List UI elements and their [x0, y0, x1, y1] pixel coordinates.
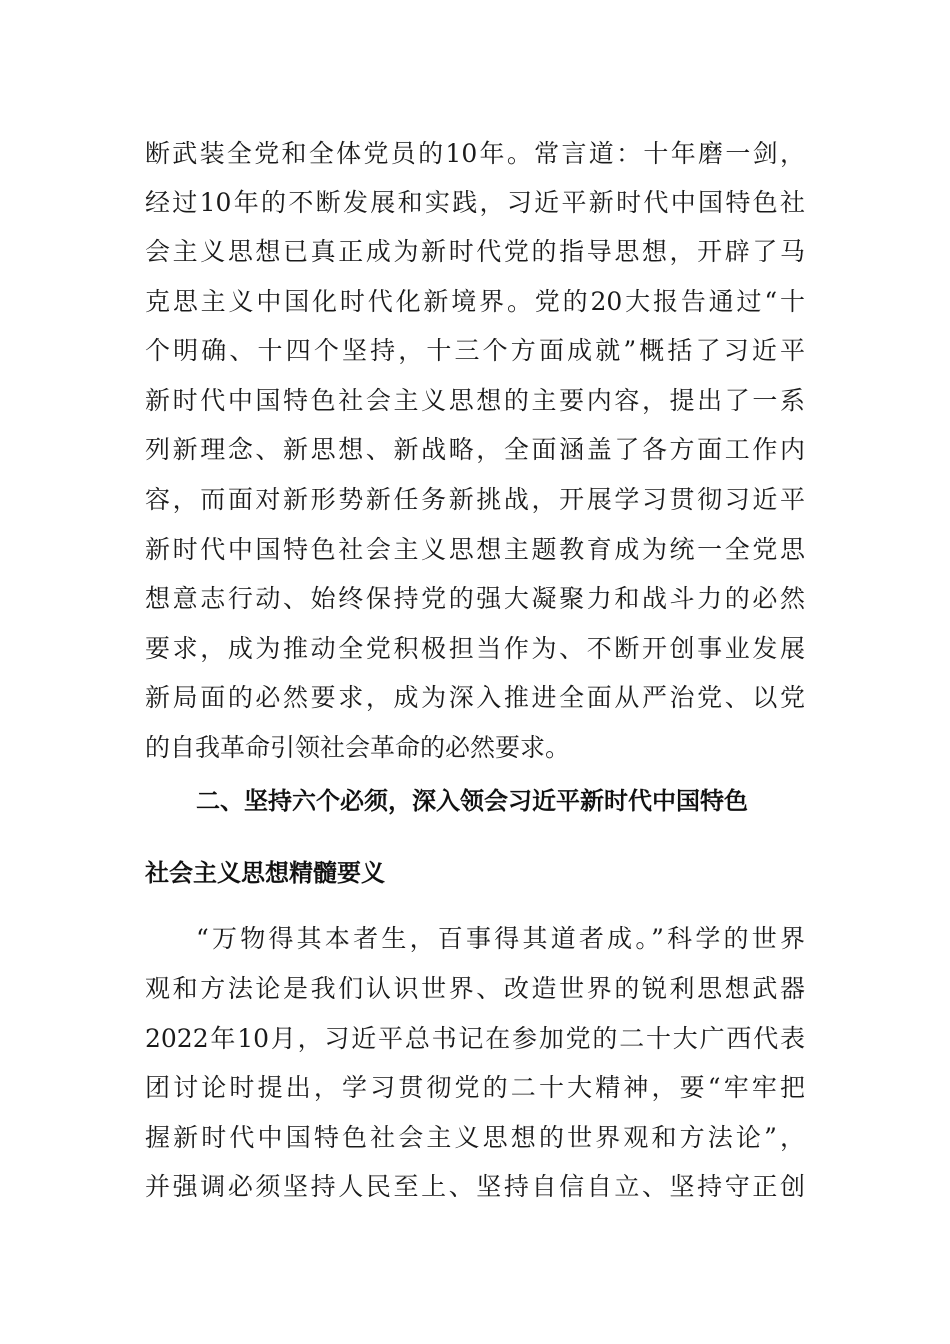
section-heading-line-1: 二、坚持六个必须，深入领会习近平新时代中国特色 — [196, 787, 748, 815]
text-line: 会主义思想已真正成为新时代党的指导思想，开辟了马 — [145, 237, 805, 266]
text-line: 想意志行动、始终保持党的强大凝聚力和战斗力的必然 — [145, 584, 805, 613]
text-line: 握新时代中国特色社会主义思想的世界观和方法论”， — [145, 1123, 805, 1152]
text-line: 新时代中国特色社会主义思想的主要内容，提出了一系 — [145, 386, 805, 415]
text-line: 新时代中国特色社会主义思想主题教育成为统一全党思 — [145, 535, 805, 564]
text-line: 经过10年的不断发展和实践，习近平新时代中国特色社 — [145, 188, 805, 217]
text-line: 团讨论时提出，学习贯彻党的二十大精神，要“牢牢把 — [145, 1073, 805, 1102]
text-line: 克思主义中国化时代化新境界。党的20大报告通过“十 — [145, 287, 805, 316]
section-heading-line-2: 社会主义思想精髓要义 — [145, 859, 385, 887]
text-line: 列新理念、新思想、新战略，全面涵盖了各方面工作内 — [145, 435, 805, 464]
text-line: “万物得其本者生，百事得其道者成。”科学的世界 — [196, 924, 805, 953]
text-line: 要求，成为推动全党积极担当作为、不断开创事业发展 — [145, 634, 805, 663]
text-line: 的自我革命引领社会革命的必然要求。 — [145, 733, 571, 762]
text-line: 断武装全党和全体党员的10年。常言道：十年磨一剑， — [145, 139, 805, 168]
text-line: 个明确、十四个坚持，十三个方面成就”概括了习近平 — [145, 336, 805, 365]
text-line: 观和方法论是我们认识世界、改造世界的锐利思想武器 — [145, 974, 805, 1003]
text-line: 并强调必须坚持人民至上、坚持自信自立、坚持守正创 — [145, 1172, 805, 1201]
text-line: 2022年10月，习近平总书记在参加党的二十大广西代表 — [145, 1024, 805, 1053]
text-line: 容，而面对新形势新任务新挑战，开展学习贯彻习近平 — [145, 485, 805, 514]
text-line: 新局面的必然要求，成为深入推进全面从严治党、以党 — [145, 683, 805, 712]
